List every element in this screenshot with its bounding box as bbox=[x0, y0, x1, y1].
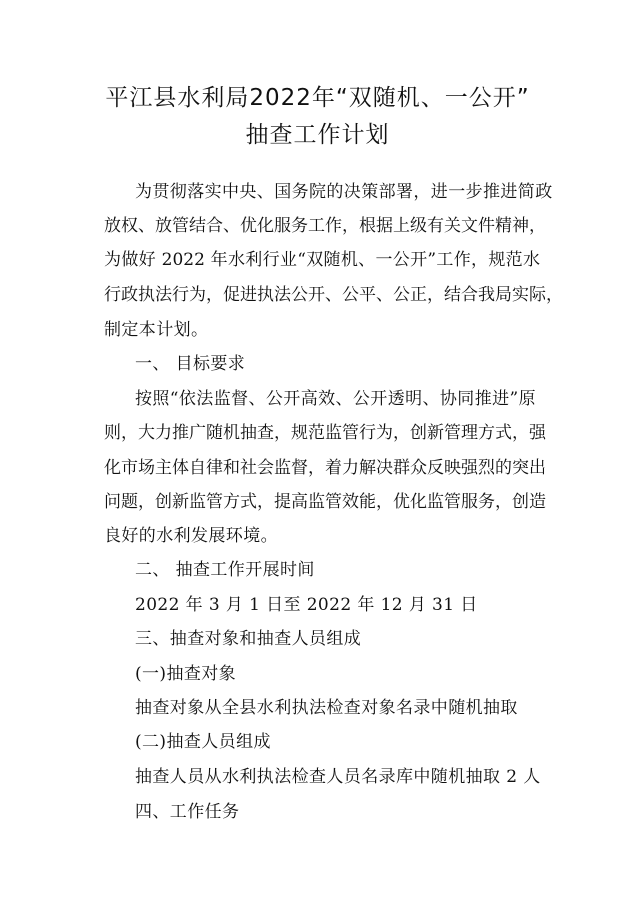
section-2-body: 2022 年 3 月 1 日至 2022 年 12 月 31 日 bbox=[135, 595, 478, 615]
section-1-line-1: 按照“依法监督、公开高效、公开透明、协同推进”原 bbox=[135, 389, 536, 409]
section-1-heading: 一、 目标要求 bbox=[135, 354, 246, 374]
subsection-2-body: 抽查人员从水利执法检查人员名录库中随机抽取 2 人 bbox=[135, 767, 541, 787]
section-1-line-3: 化市场主体自律和社会监督，着力解决群众反映强烈的突出 bbox=[104, 458, 546, 478]
subsection-2-heading: (二)抽查人员组成 bbox=[135, 732, 271, 752]
document-title-line-2: 抽查工作计划 bbox=[245, 122, 390, 148]
intro-line-5: 制定本计划。 bbox=[104, 320, 209, 340]
subsection-1-body: 抽查对象从全县水利执法检查对象名录中随机抽取 bbox=[135, 698, 518, 718]
subsection-1-heading: (一)抽查对象 bbox=[135, 664, 237, 684]
section-1-line-5: 良好的水利发展环境。 bbox=[104, 526, 278, 546]
section-1-line-2: 则，大力推广随机抽查，规范监管行为，创新管理方式，强 bbox=[104, 423, 546, 443]
document-title-line-1: 平江县水利局2022年“双随机、一公开” bbox=[105, 85, 530, 111]
section-4-heading: 四、工作任务 bbox=[135, 802, 240, 822]
section-1-line-4: 问题，创新监管方式，提高监管效能，优化监管服务，创造 bbox=[104, 492, 546, 512]
intro-line-2: 放权、放管结合、优化服务工作，根据上级有关文件精神， bbox=[104, 216, 546, 236]
intro-line-3: 为做好 2022 年水利行业“双随机、一公开”工作，规范水 bbox=[104, 250, 540, 270]
section-3-heading: 三、抽查对象和抽查人员组成 bbox=[135, 629, 362, 649]
intro-line-4: 行政执法行为，促进执法公开、公平、公正，结合我局实际， bbox=[104, 285, 563, 305]
section-2-heading: 二、 抽查工作开展时间 bbox=[135, 560, 315, 580]
intro-line-1: 为贯彻落实中央、国务院的决策部署，进一步推进简政 bbox=[135, 182, 553, 202]
